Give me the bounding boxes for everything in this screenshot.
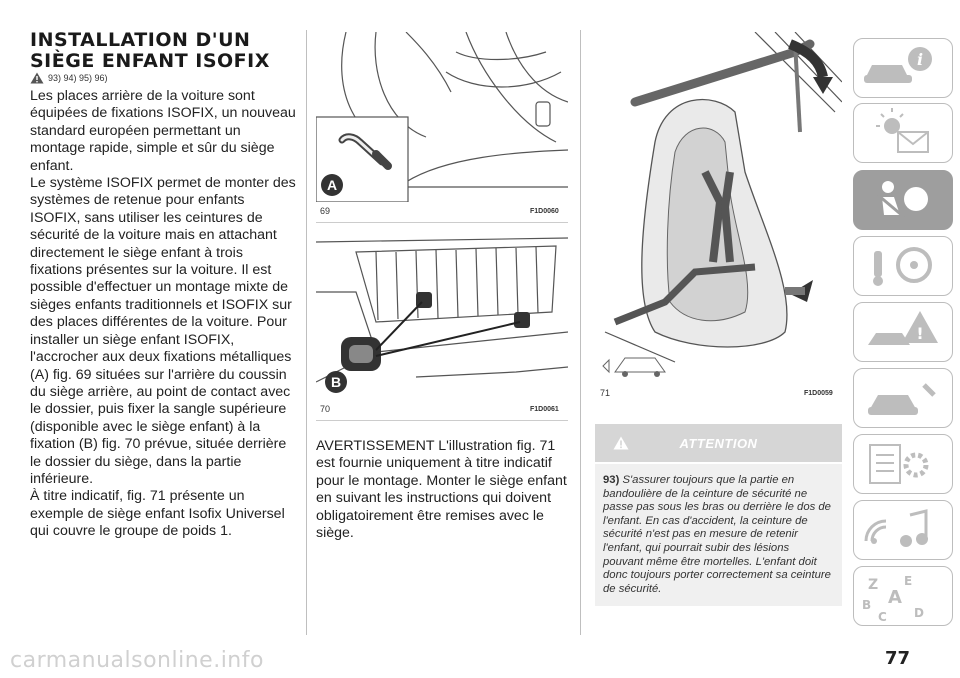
settings-list-icon bbox=[854, 435, 951, 492]
figure-divider bbox=[316, 222, 568, 223]
body-paragraph: Le système ISOFIX permet de monter des systèmes de retenue pour enfants ISOFIX, sans utiliser les ceintures de sécurité de la voiture mais en attachant directement le siège enfant à trois fixations présentes sur la voiture. Il est possible d'effectuer un montage mixte de sièges enfants traditionnels et ISOFIX sur des places différentes de la voiture. Pour installer un siège enfant ISOFIX, l'accrocher aux deux fixations métalliques (A) fig. 69 situées sur l'arrière du coussin du siège arrière, au point de contact avec le dossier, puis fixer la sangle supérieure (disponible avec le siège enfant) à la fixation (B) fig. 70 prévue, située derrière le dossier du siège, dans la partie inférieure. bbox=[30, 175, 296, 487]
dashboard-lights-icon bbox=[854, 104, 951, 161]
warning-triangle-icon bbox=[613, 436, 629, 450]
car-silhouette-icon bbox=[603, 358, 665, 377]
figure-code: F1D0061 bbox=[530, 406, 559, 413]
isofix-anchor-illustration bbox=[316, 32, 568, 202]
figure-70 bbox=[316, 232, 568, 402]
svg-text:C: C bbox=[878, 610, 887, 624]
figure-number: 70 bbox=[320, 404, 331, 414]
tab-car-info[interactable] bbox=[853, 38, 953, 98]
warning-triangle-icon bbox=[30, 72, 44, 84]
svg-text:A: A bbox=[888, 587, 902, 608]
column-divider bbox=[306, 30, 307, 635]
alphabetical-index-icon bbox=[854, 567, 951, 624]
warning-refs-text: 93) 94) 95) 96) bbox=[48, 73, 108, 83]
column-divider bbox=[580, 30, 581, 635]
car-maintenance-icon bbox=[854, 369, 951, 426]
svg-text:B: B bbox=[862, 598, 872, 612]
callout-b: B bbox=[330, 374, 342, 390]
section-title bbox=[30, 30, 290, 72]
watermark: carmanualsonline.info bbox=[10, 648, 264, 673]
tab-safety[interactable] bbox=[853, 170, 953, 230]
section-title-line2: SIÈGE ENFANT ISOFIX bbox=[30, 50, 270, 72]
section-title-line1: INSTALLATION D'UN bbox=[30, 29, 251, 51]
tab-emergency[interactable] bbox=[853, 302, 953, 362]
warning-refs bbox=[30, 72, 108, 84]
body-paragraph: À titre indicatif, fig. 71 présente un exemple de siège enfant Isofix Universel qui couvre le groupe de poids 1. bbox=[30, 488, 285, 540]
figure-divider bbox=[316, 420, 568, 421]
warning-note: AVERTISSEMENT L'illustration fig. 71 est fournie uniquement à titre indicatif pour le montage. Monter le siège enfant en suivant les instructions qui doivent obligatoirement être remises avec le siège. bbox=[316, 438, 567, 542]
svg-text:!: ! bbox=[916, 324, 924, 343]
child-seat-illustration bbox=[595, 32, 842, 382]
figure-71 bbox=[595, 32, 842, 382]
figure-69 bbox=[316, 32, 568, 202]
figure-number: 71 bbox=[600, 388, 611, 398]
svg-text:Z: Z bbox=[868, 577, 879, 593]
tab-maintenance[interactable] bbox=[853, 368, 953, 428]
tab-index[interactable] bbox=[853, 566, 953, 626]
key-steering-icon bbox=[854, 237, 951, 294]
top-tether-illustration bbox=[316, 232, 568, 402]
attention-heading: ATTENTION bbox=[679, 435, 758, 451]
svg-text:i: i bbox=[916, 50, 924, 69]
multimedia-icon bbox=[854, 501, 951, 558]
svg-text:E: E bbox=[904, 574, 913, 588]
page-number: 77 bbox=[885, 648, 911, 669]
attention-body bbox=[595, 464, 842, 606]
tab-dashboard-lights[interactable] bbox=[853, 103, 953, 163]
attention-header bbox=[595, 424, 842, 462]
figure-code: F1D0060 bbox=[530, 208, 559, 215]
figure-code: F1D0059 bbox=[804, 390, 833, 397]
body-paragraph: Les places arrière de la voiture sont équipées de fixations ISOFIX, un nouveau standard européen permettant un montage rapide, simple et sûr du siège enfant. bbox=[30, 88, 296, 174]
callout-a: A bbox=[326, 177, 338, 193]
figure-number: 69 bbox=[320, 206, 331, 216]
body-text bbox=[30, 88, 298, 541]
attention-text: S'assurer toujours que la partie en bandoulière de la ceinture de sécurité ne passe pas sous les bras ou derrière le dos de l'enfant. En cas d'accident, la ceinture de sécurité n'est pas en mesure de retenir l'enfant, qui pourrait subir des lésions pouvant même être mortelles. L'enfant doit donc toujours porter correctement sa ceinture de sécurité. bbox=[603, 474, 831, 595]
car-warning-icon bbox=[854, 303, 951, 360]
car-info-icon bbox=[854, 39, 951, 96]
tab-technical-data[interactable] bbox=[853, 434, 953, 494]
tab-multimedia[interactable] bbox=[853, 500, 953, 560]
attention-number: 93) bbox=[603, 474, 620, 486]
svg-text:D: D bbox=[914, 606, 924, 620]
tab-starting-driving[interactable] bbox=[853, 236, 953, 296]
airbag-seat-icon bbox=[854, 171, 951, 228]
